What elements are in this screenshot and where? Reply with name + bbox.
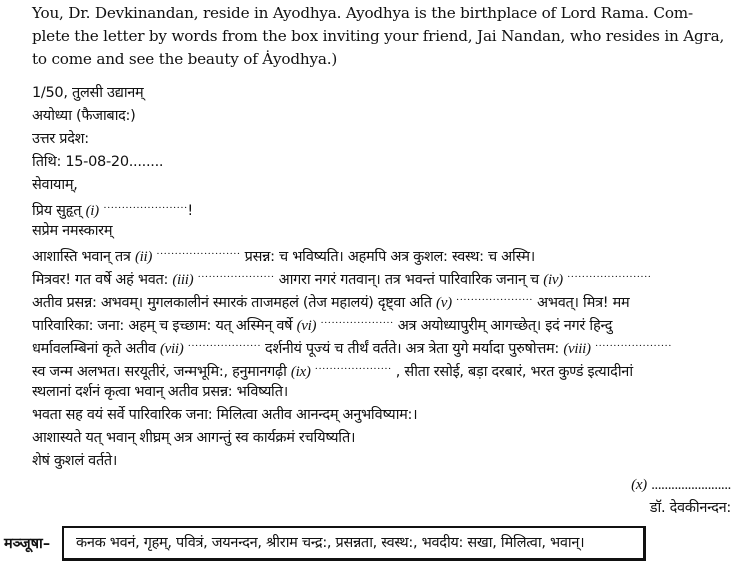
blank-label: (vii) <box>159 341 184 357</box>
word-box-words: कनक भवनं, गृहम्, पवित्रं, जयनन्दन, श्रीराम चन्द्र:, प्रसन्नता, स्वस्थ:, भवदीय: सखा, मिलित्वा, भवान्। <box>76 535 585 551</box>
blank-dots: ···················· <box>320 317 394 329</box>
instruction-line-1: You, Dr. Devkinandan, reside in Ayodhya. Ayodhya is the birthplace of Lord Rama. Com- <box>32 4 693 22</box>
address-line-1: 1/50, तुलसी उद्यानम् <box>32 85 144 101</box>
salutation-line-2 <box>32 197 193 222</box>
salutation-text: प्रिय सुहृत् <box>32 203 86 219</box>
blank-dots: ····················· <box>314 363 392 375</box>
body-line <box>32 243 535 268</box>
blank-label: (iv) <box>543 272 563 288</box>
body-line <box>32 450 117 472</box>
blank-label: (v) <box>436 295 452 311</box>
body-text: स्व जन्म अलभत। सरयूतीरं, जन्मभूमि:, हनुमानगढ़ी <box>32 364 291 380</box>
blank-label: (iii) <box>172 272 194 288</box>
body-text: , सीता रसोई, बड़ा दरबारं, भरत कुण्डं इत्यादीनां <box>391 364 633 380</box>
body-text: आशास्यते यत् भवान् शीघ्रम् अत्र आगन्तुं स्व कार्यक्रमं रचयिष्यति। <box>32 430 356 446</box>
body-text: भवता सह वयं सर्वे पारिवारिक जना: मिलित्वा अतीव आनन्दम् अनुभविष्याम:। <box>32 407 418 423</box>
body-text: शेषं कुशलं वर्तते। <box>32 453 118 469</box>
body-line <box>32 289 629 314</box>
exclamation: ! <box>187 203 193 219</box>
body-line <box>32 381 288 403</box>
body-line <box>32 312 612 337</box>
body-text: आगरा नगरं गतवान्। तत्र भवन्तं पारिवारिक जनान् च <box>274 272 544 288</box>
body-text: पारिवारिका: जना: अहम् च इच्छाम: यत् अस्मिन् वर्षे <box>32 318 297 334</box>
blank-label: (viii) <box>563 341 591 357</box>
word-box <box>62 526 646 561</box>
address-line-2: अयोध्या (फैजाबाद:) <box>32 108 136 124</box>
blank-dots: ······················· <box>566 271 652 283</box>
address-line-3: उत्तर प्रदेश: <box>32 131 89 147</box>
blank-label-x: (x) <box>631 477 647 493</box>
body-line <box>32 427 355 449</box>
greeting: सप्रेम नमस्कारम् <box>32 223 113 239</box>
body-text: अतीव प्रसन्न: अभवम्। मुगलकालीनं स्मारकं ताजमहलं (तेज महालयं) दृष्ट्वा अति <box>32 295 437 311</box>
body-text: धर्मावलम्बिनां कृते अतीव <box>32 341 160 357</box>
blank-label: (ix) <box>290 364 311 380</box>
blank-dots: ······················· <box>156 248 241 260</box>
body-text: मित्रवर! गत वर्षे अहं भवत: <box>32 272 173 288</box>
body-text: दर्शनीयं पूज्यं च तीर्थं वर्तते। अत्र त्रेता युगे मर्यादा पुरुषोत्तम: <box>260 341 564 357</box>
body-text: स्थलानां दर्शनं कृत्वा भवान् अतीव प्रसन्न: भविष्यति। <box>32 384 288 400</box>
closing-blank <box>631 474 731 496</box>
word-box-label: मञ्जूषा– <box>4 536 51 552</box>
blank-dots-x: ........................ <box>651 477 731 493</box>
instruction-line-2: plete the letter by words from the box inviting your friend, Jai Nandan, who resides in Agra, <box>32 27 725 45</box>
body-line <box>32 404 417 426</box>
blank-dots: ····················· <box>594 340 672 352</box>
blank-label: (vi) <box>296 318 317 334</box>
body-line <box>32 335 672 360</box>
salutation-line-1: सेवायाम्, <box>32 177 78 193</box>
body-line <box>32 358 633 383</box>
body-line <box>32 266 651 291</box>
body-text: प्रसन्न: च भविष्यति। अहमपि अत्र कुशल: स्वस्थ: च अस्मि। <box>240 249 535 265</box>
blank-dots-i: ······················· <box>103 202 188 214</box>
instruction-line-3: to come and see the beauty of Ȧyodhya.) <box>32 50 338 68</box>
blank-dots: ···················· <box>187 340 261 352</box>
blank-label: (ii) <box>134 249 153 265</box>
body-text: आशास्ति भवान् तत्र <box>32 249 135 265</box>
blank-label-i: (i) <box>85 203 99 219</box>
signature: डॉ. देवकीनन्दन: <box>649 500 731 516</box>
blank-dots: ····················· <box>197 271 275 283</box>
letter-date: तिथि: 15-08-20........ <box>32 154 164 170</box>
body-text: अत्र अयोध्यापुरीम् आगच्छेत्। इदं नगरं हिन्दु <box>393 318 613 334</box>
blank-dots: ····················· <box>455 294 533 306</box>
body-text: अभवत्। मित्र! मम <box>532 295 630 311</box>
